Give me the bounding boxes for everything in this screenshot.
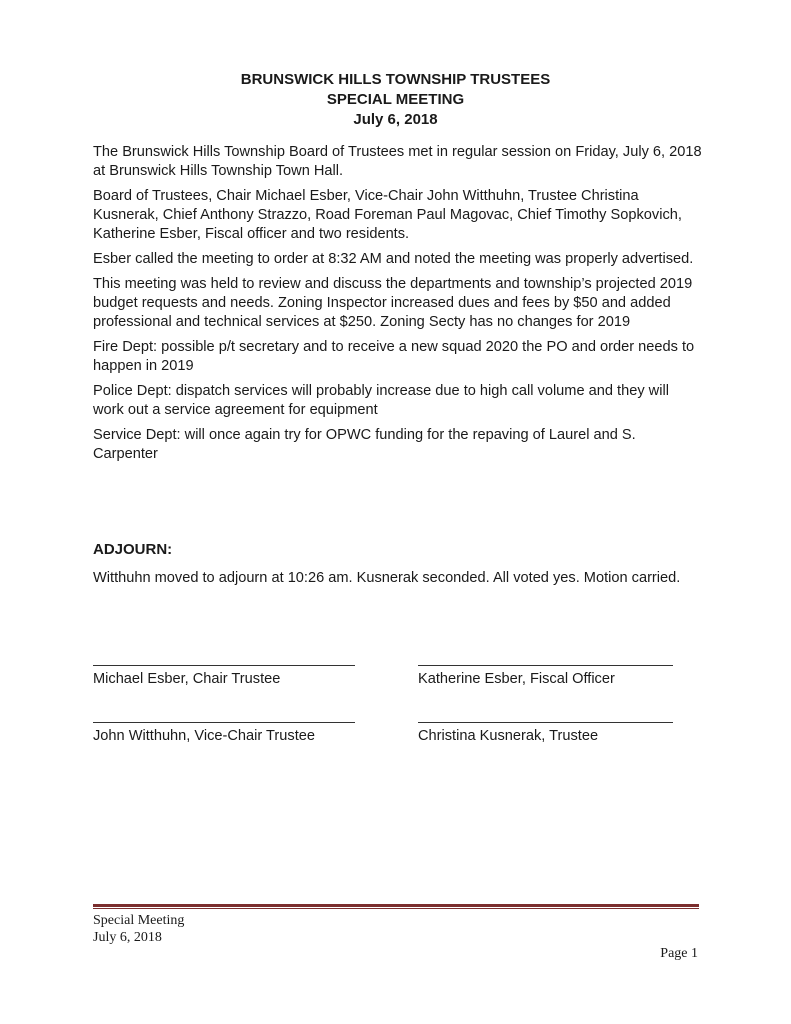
adjourn-heading: ADJOURN: (93, 541, 173, 558)
signature-label-fiscal-officer: Katherine Esber, Fiscal Officer (418, 671, 615, 687)
paragraph-call-to-order: Esber called the meeting to order at 8:32 AM and noted the meeting was properly advertised. (93, 251, 694, 267)
paragraph-budget-review: This meeting was held to review and discuss the departments and township’s projected 2019 budget requests and needs. Zoning Inspector increased dues and fees by $50 and added professional and technical services at $250. Zoning Secty has no changes for 2019 (93, 276, 693, 330)
page-number: Page 1 (660, 946, 698, 961)
paragraph-police-dept: Police Dept: dispatch services will probably increase due to high call volume and they will work out a service agreement for equipment (93, 383, 669, 418)
footer-meeting-date: July 6, 2018 (93, 930, 162, 945)
signature-line-chair (93, 665, 355, 666)
signature-line-vice-chair (93, 722, 355, 723)
footer-rule (93, 904, 699, 907)
paragraph-session-intro: The Brunswick Hills Township Board of Trustees met in regular session on Friday, July 6, 2018 at Brunswick Hills Township Town Hall. (93, 144, 702, 179)
paragraph-fire-dept: Fire Dept: possible p/t secretary and to receive a new squad 2020 the PO and order needs to happen in 2019 (93, 339, 695, 374)
signature-label-chair: Michael Esber, Chair Trustee (93, 671, 281, 687)
paragraph-service-dept: Service Dept: will once again try for OPWC funding for the repaving of Laurel and S. Carpenter (93, 427, 636, 462)
header-meeting-type: SPECIAL MEETING (326, 91, 465, 108)
adjourn-text: Witthuhn moved to adjourn at 10:26 am. Kusnerak seconded. All voted yes. Motion carried. (93, 570, 681, 586)
minutes-body (93, 143, 703, 470)
signature-label-vice-chair: John Witthuhn, Vice-Chair Trustee (93, 728, 315, 744)
signature-line-trustee (418, 722, 673, 723)
header-township-title: BRUNSWICK HILLS TOWNSHIP TRUSTEES (240, 71, 551, 88)
signature-line-fiscal-officer (418, 665, 673, 666)
footer-rule-thin (93, 908, 699, 909)
header-meeting-date: July 6, 2018 (353, 111, 438, 128)
footer-meeting-info (93, 912, 184, 946)
paragraph-attendees: Board of Trustees, Chair Michael Esber, Vice-Chair John Witthuhn, Trustee Christina Kusnerak, Chief Anthony Strazzo, Road Foreman Paul Magovac, Chief Timothy Sopkovich, Katherine Esber, Fiscal officer and two residents. (93, 188, 682, 242)
signature-label-trustee: Christina Kusnerak, Trustee (418, 728, 599, 744)
footer-meeting-type: Special Meeting (93, 913, 185, 928)
document-header (0, 70, 791, 130)
